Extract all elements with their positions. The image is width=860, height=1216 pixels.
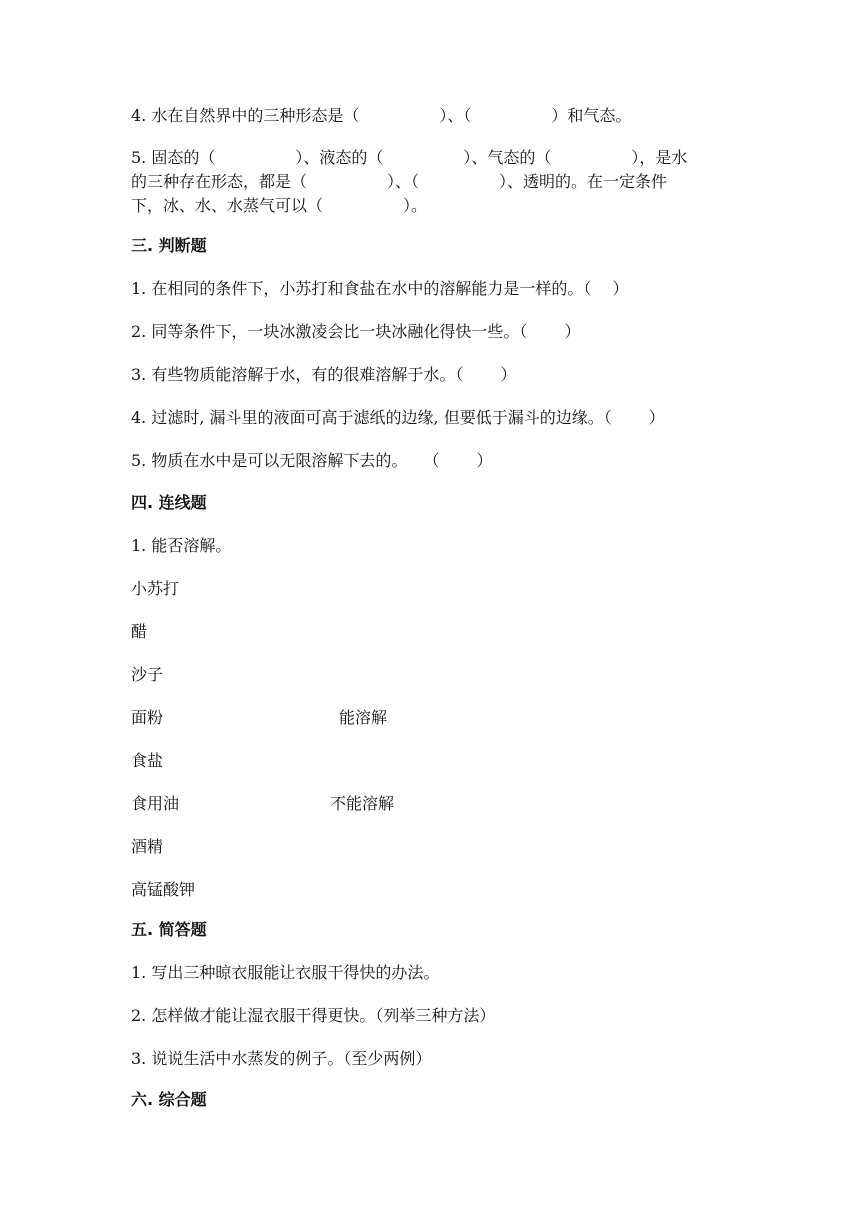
section-heading-short-answer: 五. 简答题 <box>131 920 207 939</box>
judgment-item-3: 3. 有些物质能溶解于水，有的很难溶解于水。（ ） <box>131 365 517 384</box>
matching-left-item: 酒精 <box>131 837 164 856</box>
matching-left-item: 沙子 <box>131 665 164 684</box>
judgment-item-5: 5. 物质在水中是可以无限溶解下去的。 （ ） <box>131 451 493 470</box>
fill-in-question-4: 4. 水在自然界中的三种形态是（ ）、（ ）和气态。 <box>131 106 632 125</box>
judgment-item-2: 2. 同等条件下，一块冰激凌会比一块冰融化得快一些。（ ） <box>131 322 581 341</box>
matching-left-item: 面粉 <box>131 708 164 727</box>
matching-question: 1. 能否溶解。 <box>131 536 232 555</box>
judgment-item-4: 4. 过滤时, 漏斗里的液面可高于滤纸的边缘, 但要低于漏斗的边缘。（ ） <box>131 408 665 427</box>
judgment-item-1: 1. 在相同的条件下，小苏打和食盐在水中的溶解能力是一样的。（ ） <box>131 279 629 298</box>
fill-in-question-5-line-2: 的三种存在形态，都是（ ）、（ ）、透明的。在一定条件 <box>131 172 668 191</box>
section-heading-matching: 四. 连线题 <box>131 493 207 512</box>
section-heading-comprehensive: 六. 综合题 <box>131 1090 207 1109</box>
matching-left-item: 食盐 <box>131 751 164 770</box>
matching-right-item: 能溶解 <box>339 708 388 727</box>
fill-in-question-5-line-3: 下，冰、水、水蒸气可以（ ）。 <box>131 196 428 215</box>
fill-in-question-5-line-1: 5. 固态的（ ）、液态的（ ）、气态的（ ），是水 <box>131 148 688 167</box>
matching-left-item: 醋 <box>131 622 148 641</box>
short-answer-item-1: 1. 写出三种晾衣服能让衣服干得快的办法。 <box>131 963 440 982</box>
short-answer-item-2: 2. 怎样做才能让湿衣服干得更快。（列举三种方法） <box>131 1006 496 1025</box>
matching-right-item: 不能溶解 <box>330 794 395 813</box>
matching-left-item: 食用油 <box>131 794 180 813</box>
short-answer-item-3: 3. 说说生活中水蒸发的例子。（至少两例） <box>131 1049 432 1068</box>
section-heading-judgment: 三. 判断题 <box>131 236 207 255</box>
matching-left-item: 小苏打 <box>131 579 180 598</box>
matching-left-item: 高锰酸钾 <box>131 880 196 899</box>
